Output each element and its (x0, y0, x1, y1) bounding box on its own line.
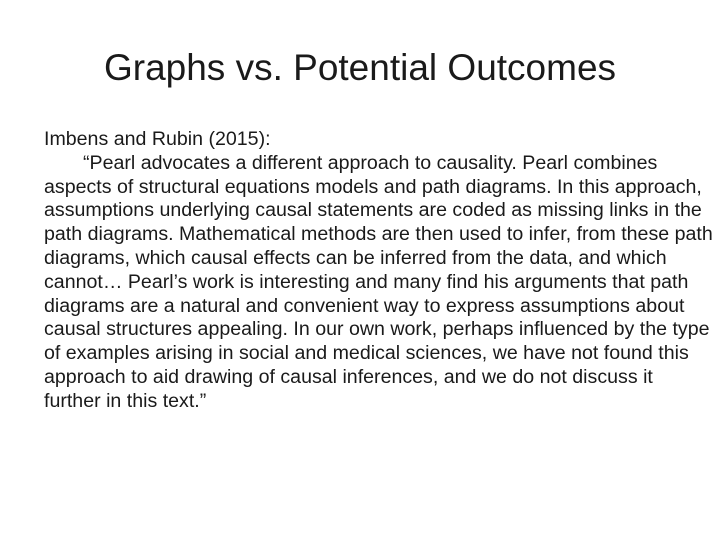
slide-title: Graphs vs. Potential Outcomes (103, 47, 617, 88)
quote-text: “Pearl advocates a different approach to causality. Pearl combines aspects of structural equations models and path diagrams. In this approach, assumptions underlying causal statements are coded as missing links in the path diagrams. Mathematical methods are then used to infer, from these path diagrams, which causal effects can be inferred from the data, and which cannot… Pearl’s work is interesting and many find his arguments that path diagrams are a natural and convenient way to express assumptions about causal structures appealing. In our own work, perhaps influenced by the type of examples arising in social and medical sciences, we have not found this approach to aid drawing of causal inferences, and we do not discuss it further in this text.” (44, 151, 713, 412)
quote-attribution: Imbens and Rubin (2015): (44, 128, 271, 150)
slide-body (44, 128, 714, 414)
